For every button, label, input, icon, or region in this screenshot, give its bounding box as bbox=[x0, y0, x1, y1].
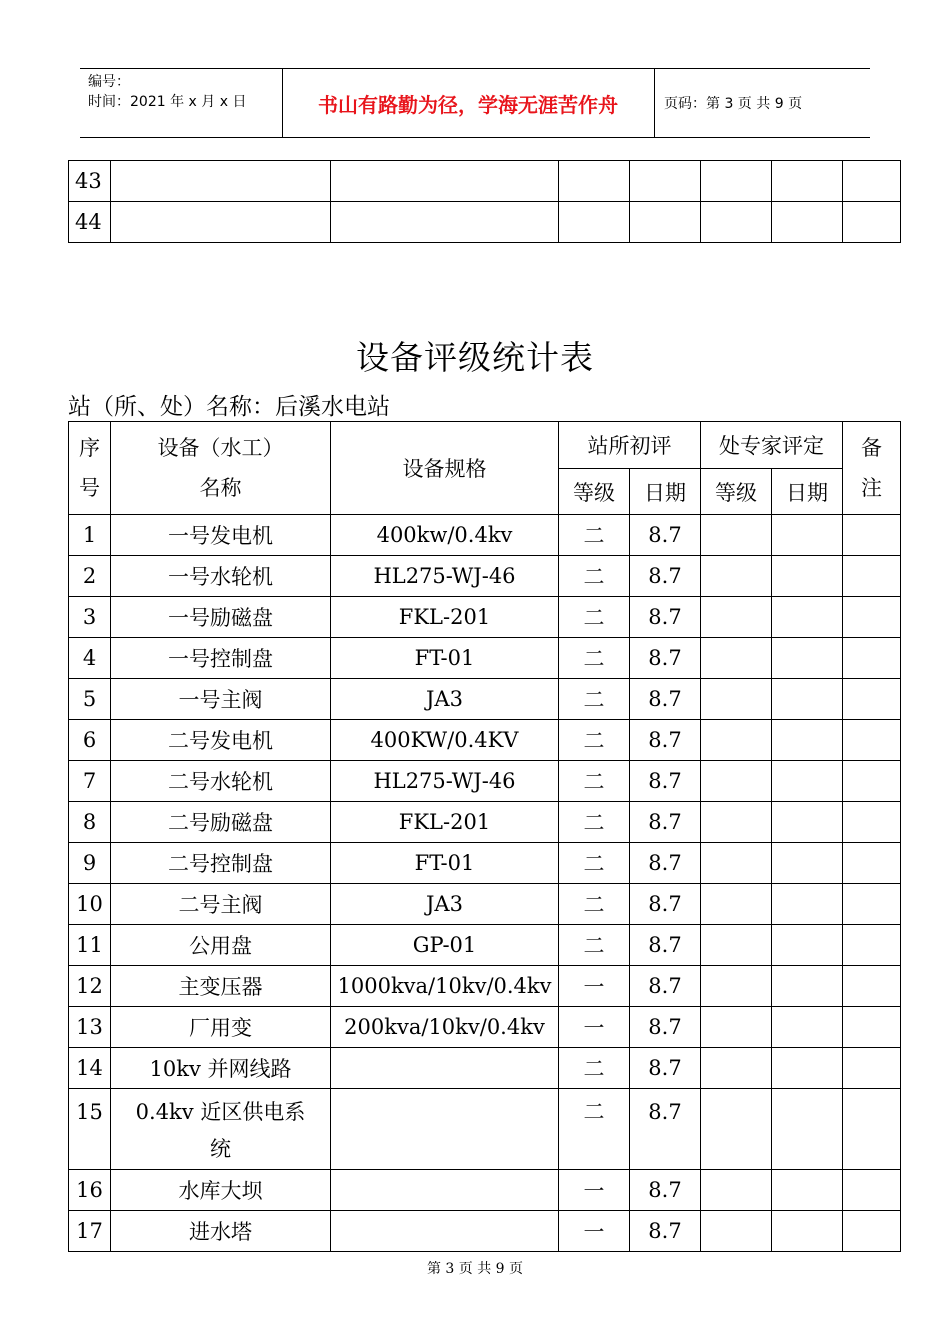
station-name: 站（所、处）名称：后溪水电站 bbox=[68, 394, 390, 420]
header-page-info: 页码：第 3 页 共 9 页 bbox=[664, 96, 803, 112]
table-row: 7 二号水轮机 HL275-WJ-46 二 8.7 bbox=[69, 761, 901, 802]
document-date: 时间：2021 年 x 月 x 日 bbox=[88, 94, 247, 110]
header-seq: 序 号 bbox=[69, 422, 111, 515]
table-row: 12 主变压器 1000kva/10kv/0.4kv 一 8.7 bbox=[69, 966, 901, 1007]
row-number: 44 bbox=[69, 202, 111, 243]
header-spec: 设备规格 bbox=[331, 422, 559, 515]
table-row: 2 一号水轮机 HL275-WJ-46 二 8.7 bbox=[69, 556, 901, 597]
table-title: 设备评级统计表 bbox=[356, 338, 594, 377]
header-name: 设备（水工） 名称 bbox=[111, 422, 331, 515]
table-row: 11 公用盘 GP-01 二 8.7 bbox=[69, 925, 901, 966]
header-motto: 书山有路勤为径，学海无涯苦作舟 bbox=[318, 93, 618, 117]
table-row: 17 进水塔 一 8.7 bbox=[69, 1211, 901, 1252]
table-row: 14 10kv 并网线路 二 8.7 bbox=[69, 1048, 901, 1089]
header-note: 备 注 bbox=[843, 422, 901, 515]
table-header-row bbox=[69, 422, 901, 469]
table-row: 15 0.4kv 近区供电系 统 二 8.7 bbox=[69, 1089, 901, 1170]
previous-table-continuation bbox=[68, 160, 901, 243]
table-row: 5 一号主阀 JA3 二 8.7 bbox=[69, 679, 901, 720]
row-number: 43 bbox=[69, 161, 111, 202]
table-row bbox=[69, 161, 901, 202]
table-row: 4 一号控制盘 FT-01 二 8.7 bbox=[69, 638, 901, 679]
page-footer: 第 3 页 共 9 页 bbox=[426, 1261, 524, 1277]
table-row: 3 一号励磁盘 FKL-201 二 8.7 bbox=[69, 597, 901, 638]
table-row: 8 二号励磁盘 FKL-201 二 8.7 bbox=[69, 802, 901, 843]
table-row: 1 一号发电机 400kw/0.4kv 二 8.7 bbox=[69, 515, 901, 556]
table-row: 16 水库大坝 一 8.7 bbox=[69, 1170, 901, 1211]
table-row: 10 二号主阀 JA3 二 8.7 bbox=[69, 884, 901, 925]
header-date: 日期 bbox=[630, 469, 701, 515]
table-row: 6 二号发电机 400KW/0.4KV 二 8.7 bbox=[69, 720, 901, 761]
header-expert-eval: 处专家评定 bbox=[701, 422, 843, 469]
header-meta bbox=[88, 72, 246, 112]
header-date: 日期 bbox=[772, 469, 843, 515]
header-grade: 等级 bbox=[701, 469, 772, 515]
header-divider bbox=[654, 69, 655, 137]
table-row bbox=[69, 202, 901, 243]
document-number-label: 编号： bbox=[88, 74, 130, 90]
table-row: 9 二号控制盘 FT-01 二 8.7 bbox=[69, 843, 901, 884]
header-station-eval: 站所初评 bbox=[559, 422, 701, 469]
equipment-rating-table bbox=[68, 421, 901, 1252]
header-grade: 等级 bbox=[559, 469, 630, 515]
page-header bbox=[80, 68, 870, 138]
table-row: 13 厂用变 200kva/10kv/0.4kv 一 8.7 bbox=[69, 1007, 901, 1048]
